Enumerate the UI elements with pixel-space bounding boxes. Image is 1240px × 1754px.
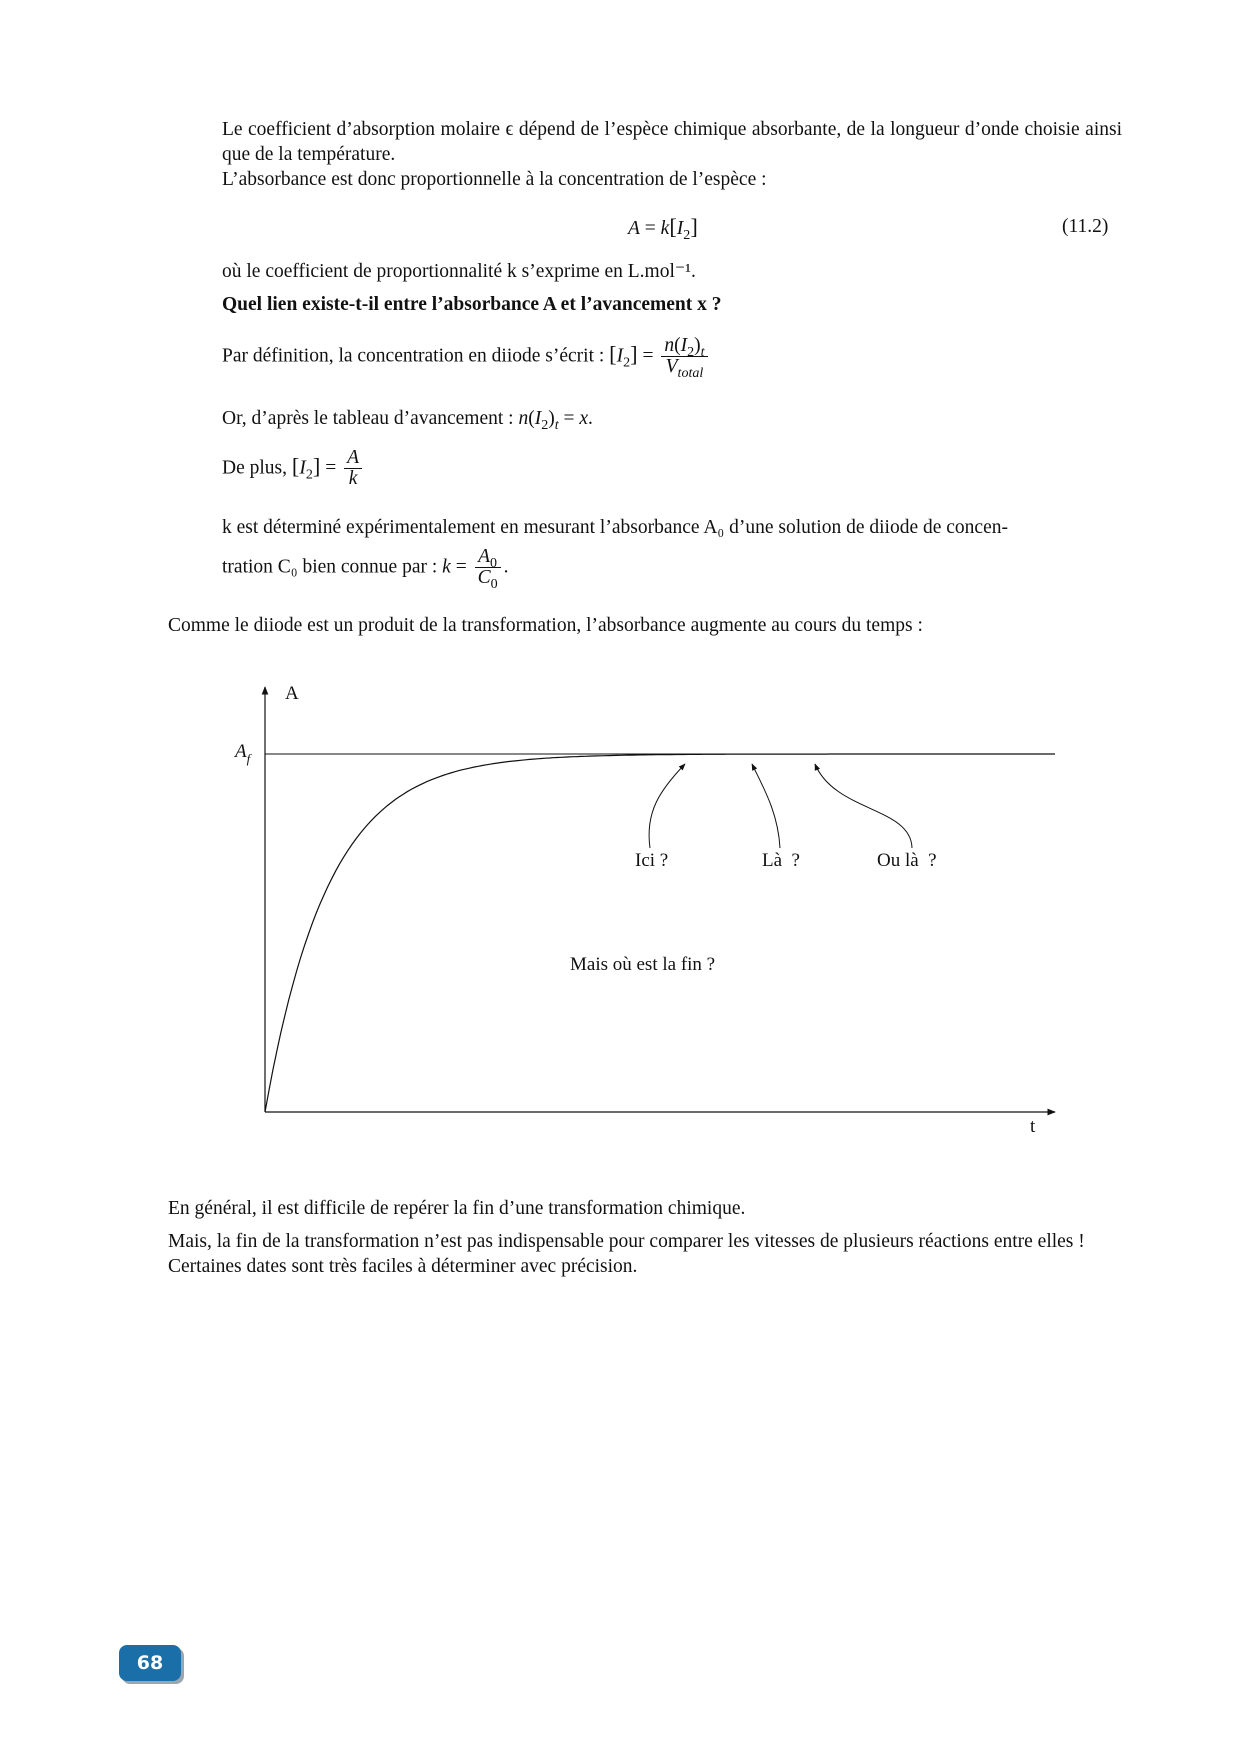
k-text-line1: k est déterminé expérimentalement en mesurant l’absorbance A₀ d’une solution de diiode de concen- xyxy=(222,517,1008,538)
deplus-text: De plus, xyxy=(222,457,287,479)
y-axis-label: A xyxy=(285,683,299,704)
fraction-n-over-v: $\frac{n(I_2)_t}{V_{total}}$ xyxy=(661,336,707,378)
fraction-a-over-k: $\frac{A}{k}$ xyxy=(344,448,362,490)
page-number-badge: 68 xyxy=(119,1645,181,1681)
asymptote-label: $A_f$ xyxy=(235,741,251,766)
annotation-ici: Ici ? xyxy=(635,850,669,871)
para1-text: Le coefficient d’absorption molaire ϵ dépend de l’espèce chimique absorbante, de la longueur d’onde choisie ainsi que de la température. xyxy=(222,119,1122,165)
para2-text: L’absorbance est donc proportionnelle à la concentration de l’espèce : xyxy=(222,168,767,190)
deplus-line: De plus, $[I_2]$ = $\frac{A}{k}$ xyxy=(222,448,1122,490)
equation-11-2: $A = k[I_2]$ xyxy=(628,214,698,243)
k-determination xyxy=(222,516,1122,593)
conclusion-line1: En général, il est difficile de repérer la fin d’une transformation chimique. xyxy=(168,1198,746,1219)
annotation-fin: Mais où est la fin ? xyxy=(570,954,716,975)
comme-sentence: Comme le diiode est un produit de la transformation, l’absorbance augmente au cours du temps : xyxy=(168,615,923,636)
k-text-line2-wrap: tration C₀ bien connue par : k = $\frac{A_0}{C_0}$ . xyxy=(222,545,509,593)
paragraph-absorption-coefficient xyxy=(222,118,1122,193)
k-text-line2: tration C₀ bien connue par : xyxy=(222,556,438,578)
annotation-la: Là ? xyxy=(762,850,800,871)
arrow-ici xyxy=(649,764,685,848)
arrow-ou-la xyxy=(815,764,912,848)
conclusion-line2: Mais, la fin de la transformation n’est pas indispensable pour comparer les vitesses de plusieurs réactions entre elles ! Certaines dates sont très faciles à déterminer avec précision. xyxy=(168,1230,1085,1277)
unit-sentence: où le coefficient de proportionnalité k s’exprime en L.mol⁻¹. xyxy=(222,261,696,282)
question-heading: Quel lien existe-t-il entre l’absorbance A et l’avancement x ? xyxy=(222,294,722,315)
tableau-text: Or, d’après le tableau d’avancement : xyxy=(222,408,514,429)
definition-text: Par définition, la concentration en diiode s’écrit : xyxy=(222,345,605,367)
fraction-a0-over-c0: $\frac{A_0}{C_0}$ xyxy=(475,547,501,589)
conclusion xyxy=(168,1197,1122,1280)
x-axis-label: t xyxy=(1030,1116,1036,1137)
equation-number: (11.2) xyxy=(1062,216,1109,237)
absorbance-chart xyxy=(215,672,1065,1152)
arrow-la xyxy=(752,764,780,848)
definition-line: Par définition, la concentration en diiode s’écrit : $[I_2]$ = $\frac{n(I_2)_t}{V_{total}}$ xyxy=(222,336,1122,378)
annotation-ou-la: Ou là ? xyxy=(877,850,937,871)
absorbance-curve xyxy=(265,754,1055,1112)
tableau-line: Or, d’après le tableau d’avancement : $n(I_2)_t = x$. xyxy=(222,408,593,433)
